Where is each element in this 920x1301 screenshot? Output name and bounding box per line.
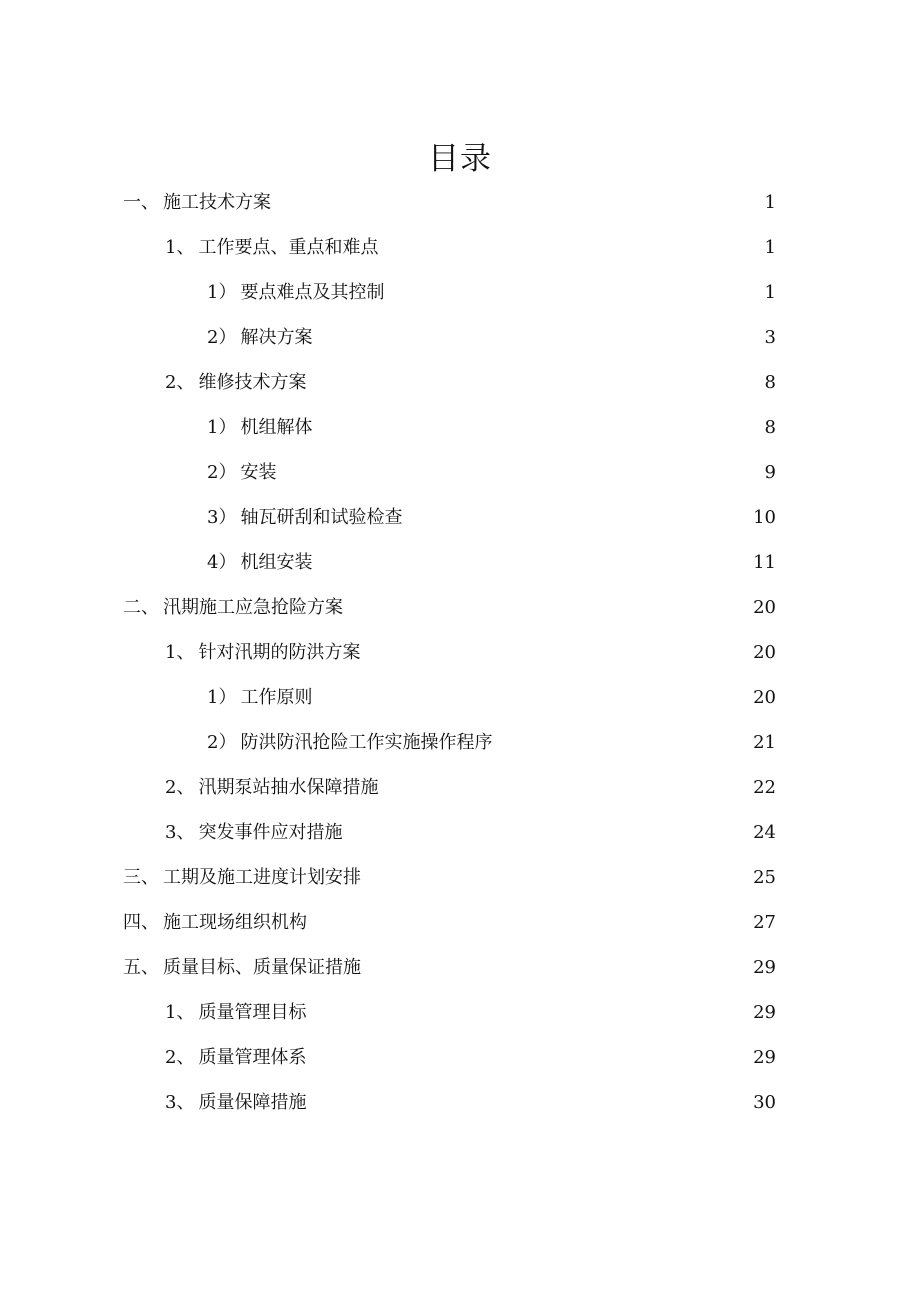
toc-entry[interactable] <box>165 630 776 675</box>
toc-entry-page: 10 <box>753 507 776 528</box>
toc-entry-number: 1、 <box>165 1002 195 1023</box>
dot-leader <box>318 315 760 360</box>
dot-leader <box>312 360 760 405</box>
toc-entry-number: 2、 <box>165 1047 195 1068</box>
toc-entry-page: 11 <box>753 552 776 573</box>
toc-entry[interactable] <box>207 270 776 315</box>
toc-entry-number: 1） <box>207 282 237 303</box>
toc-entry-page: 20 <box>753 597 776 618</box>
toc-entry[interactable] <box>165 990 776 1035</box>
toc-entry-number: 1） <box>207 417 237 438</box>
toc-entry-title: 防洪防汛抢险工作实施操作程序 <box>240 732 493 753</box>
toc-entry-page: 29 <box>753 957 776 978</box>
dot-leader <box>384 765 749 810</box>
toc-entry[interactable] <box>123 180 776 225</box>
dot-leader <box>390 270 760 315</box>
dot-leader <box>348 810 749 855</box>
toc-entry-page: 8 <box>764 417 776 438</box>
dot-leader <box>498 720 749 765</box>
toc-entry-number: 1） <box>207 687 237 708</box>
toc-entry-title: 工作要点、重点和难点 <box>198 237 379 258</box>
dot-leader <box>384 225 760 270</box>
toc-entry-title: 突发事件应对措施 <box>198 822 343 843</box>
dot-leader <box>318 675 749 720</box>
toc-entry-number: 3） <box>207 507 237 528</box>
toc-entry[interactable] <box>165 1080 776 1125</box>
toc-entry[interactable] <box>207 720 776 765</box>
toc-entry[interactable] <box>207 540 776 585</box>
toc-entry-page: 1 <box>764 282 776 303</box>
page-title: 目录 <box>428 140 492 177</box>
toc-entry[interactable] <box>123 855 776 900</box>
toc-entry[interactable] <box>165 1035 776 1080</box>
toc-entry-title: 质量保障措施 <box>198 1092 307 1113</box>
toc-entry-page: 30 <box>753 1092 776 1113</box>
toc-entry-page: 29 <box>753 1002 776 1023</box>
toc-entry-page: 9 <box>764 462 776 483</box>
toc-entry[interactable] <box>165 225 776 270</box>
toc-entry-page: 20 <box>753 687 776 708</box>
dot-leader <box>366 630 749 675</box>
dot-leader <box>313 900 749 945</box>
dot-leader <box>349 585 749 630</box>
toc-entry[interactable] <box>207 315 776 360</box>
toc-entry-number: 2） <box>207 327 237 348</box>
toc-entry-page: 24 <box>753 822 776 843</box>
toc-entry-title: 质量目标、质量保证措施 <box>163 957 361 978</box>
dot-leader <box>367 945 749 990</box>
toc-entry[interactable] <box>207 450 776 495</box>
toc-entry-title: 轴瓦研刮和试验检查 <box>240 507 403 528</box>
toc-entry-number: 二、 <box>123 597 159 618</box>
toc-entry-page: 3 <box>764 327 776 348</box>
dot-leader <box>408 495 749 540</box>
toc-entry[interactable] <box>207 405 776 450</box>
toc-entry-number: 2） <box>207 732 237 753</box>
toc-entry-page: 27 <box>753 912 776 933</box>
toc-entry-number: 五、 <box>123 957 159 978</box>
toc-entry-number: 4） <box>207 552 237 573</box>
toc-entry[interactable] <box>123 945 776 990</box>
toc-entry-title: 施工技术方案 <box>163 192 271 213</box>
toc-entry-page: 1 <box>764 192 776 213</box>
toc-entry-number: 3、 <box>165 822 195 843</box>
toc-entry-number: 2、 <box>165 777 195 798</box>
toc-entry-page: 20 <box>753 642 776 663</box>
toc-entry[interactable] <box>207 675 776 720</box>
toc-entry-number: 2） <box>207 462 237 483</box>
dot-leader <box>312 990 749 1035</box>
toc-entry-page: 22 <box>753 777 776 798</box>
toc-entry-number: 1、 <box>165 237 195 258</box>
toc-entry-number: 三、 <box>123 867 159 888</box>
toc-entry-title: 针对汛期的防洪方案 <box>198 642 361 663</box>
toc-entry-title: 汛期施工应急抢险方案 <box>163 597 343 618</box>
toc-entry-page: 25 <box>753 867 776 888</box>
toc-entry-title: 要点难点及其控制 <box>240 282 385 303</box>
toc-entry-page: 8 <box>764 372 776 393</box>
toc-entry-page: 1 <box>764 237 776 258</box>
toc-entry-title: 质量管理目标 <box>198 1002 307 1023</box>
toc-entry-number: 四、 <box>123 912 159 933</box>
toc-entry-title: 质量管理体系 <box>198 1047 307 1068</box>
toc-entry-title: 汛期泵站抽水保障措施 <box>198 777 379 798</box>
dot-leader <box>318 405 760 450</box>
toc-entry-number: 一、 <box>123 192 159 213</box>
toc-entry-title: 解决方案 <box>240 327 313 348</box>
dot-leader <box>312 1080 749 1125</box>
dot-leader <box>318 540 749 585</box>
toc-entry-title: 工作原则 <box>240 687 313 708</box>
toc-entry[interactable] <box>165 765 776 810</box>
toc-entry-number: 3、 <box>165 1092 195 1113</box>
toc-entry-title: 安装 <box>240 462 277 483</box>
toc-entry-title: 机组解体 <box>240 417 313 438</box>
toc-entry-page: 29 <box>753 1047 776 1068</box>
dot-leader <box>312 1035 749 1080</box>
toc-entry[interactable] <box>207 495 776 540</box>
toc-entry[interactable] <box>165 360 776 405</box>
toc-entry-title: 机组安装 <box>240 552 313 573</box>
toc-entry-title: 维修技术方案 <box>198 372 307 393</box>
toc-entry-page: 21 <box>753 732 776 753</box>
toc-entry-number: 1、 <box>165 642 195 663</box>
toc-entry-number: 2、 <box>165 372 195 393</box>
toc-entry[interactable] <box>165 810 776 855</box>
dot-leader <box>367 855 749 900</box>
dot-leader <box>277 180 760 225</box>
dot-leader <box>282 450 760 495</box>
toc-entry-title: 施工现场组织机构 <box>163 912 307 933</box>
toc-entry[interactable] <box>123 585 776 630</box>
toc-entry[interactable] <box>123 900 776 945</box>
toc-entry-title: 工期及施工进度计划安排 <box>163 867 361 888</box>
